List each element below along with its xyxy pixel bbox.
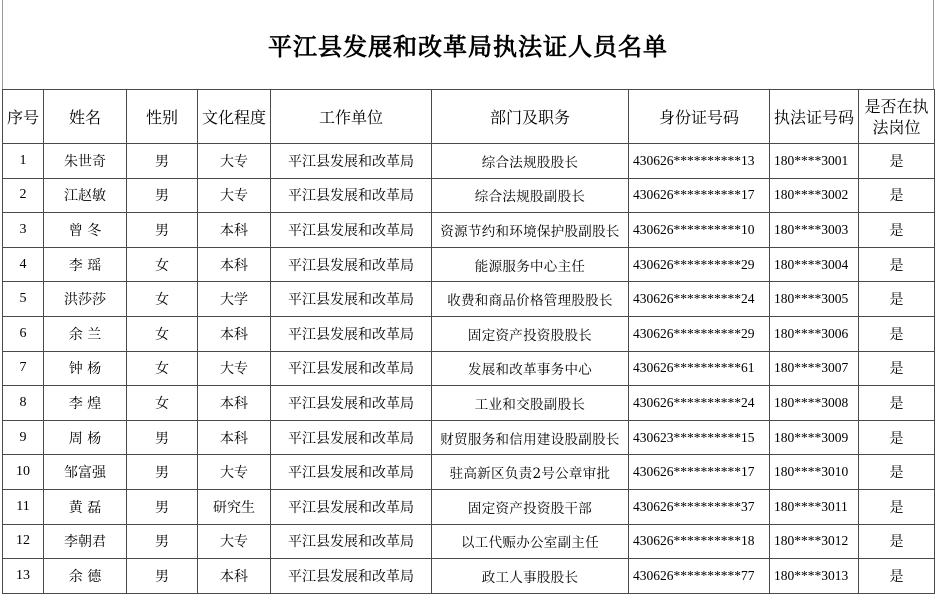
cell-name: 邹富强: [44, 455, 127, 490]
header-gender: 性别: [127, 90, 198, 144]
cell-name: 李 煌: [44, 386, 127, 421]
table-row: [3, 247, 935, 282]
cell-on-post: 是: [859, 420, 935, 455]
cell-gender: 女: [127, 351, 198, 386]
header-row: [3, 90, 935, 144]
cell-unit: 平江县发展和改革局: [271, 351, 432, 386]
cell-seq: 3: [3, 213, 44, 248]
cell-on-post: 是: [859, 489, 935, 524]
cell-seq: 1: [3, 144, 44, 179]
cell-id-number: 430626**********29: [629, 316, 770, 351]
cell-name: 李朝君: [44, 524, 127, 559]
cell-name: 黄 磊: [44, 489, 127, 524]
cell-name: 洪莎莎: [44, 282, 127, 317]
cell-education: 本科: [198, 316, 271, 351]
table-row: [3, 282, 935, 317]
cell-seq: 13: [3, 559, 44, 594]
cell-unit: 平江县发展和改革局: [271, 420, 432, 455]
cell-gender: 男: [127, 559, 198, 594]
cell-gender: 男: [127, 213, 198, 248]
cell-dept: 固定资产投资股股长: [432, 316, 629, 351]
cell-gender: 女: [127, 282, 198, 317]
cell-license-number: 180****3002: [770, 178, 859, 213]
cell-seq: 2: [3, 178, 44, 213]
header-license: 执法证号码: [770, 90, 859, 144]
cell-dept: 工业和交股副股长: [432, 386, 629, 421]
cell-unit: 平江县发展和改革局: [271, 247, 432, 282]
cell-education: 本科: [198, 213, 271, 248]
table-row: [3, 559, 935, 594]
cell-unit: 平江县发展和改革局: [271, 524, 432, 559]
title-row: [2, 0, 934, 89]
cell-license-number: 180****3006: [770, 316, 859, 351]
cell-on-post: 是: [859, 351, 935, 386]
cell-education: 本科: [198, 559, 271, 594]
cell-name: 江赵敏: [44, 178, 127, 213]
cell-dept: 资源节约和环境保护股副股长: [432, 213, 629, 248]
cell-license-number: 180****3001: [770, 144, 859, 179]
cell-unit: 平江县发展和改革局: [271, 178, 432, 213]
table-row: [3, 213, 935, 248]
cell-on-post: 是: [859, 247, 935, 282]
cell-dept: 收费和商品价格管理股股长: [432, 282, 629, 317]
cell-on-post: 是: [859, 144, 935, 179]
header-unit: 工作单位: [271, 90, 432, 144]
cell-id-number: 430626**********24: [629, 282, 770, 317]
cell-id-number: 430626**********10: [629, 213, 770, 248]
table-row: [3, 524, 935, 559]
cell-gender: 男: [127, 455, 198, 490]
cell-license-number: 180****3011: [770, 489, 859, 524]
cell-unit: 平江县发展和改革局: [271, 455, 432, 490]
cell-dept: 驻高新区负责2号公章审批: [432, 455, 629, 490]
cell-dept: 固定资产投资股干部: [432, 489, 629, 524]
cell-dept: 综合法规股副股长: [432, 178, 629, 213]
cell-dept: 能源服务中心主任: [432, 247, 629, 282]
cell-license-number: 180****3007: [770, 351, 859, 386]
cell-education: 大专: [198, 351, 271, 386]
cell-license-number: 180****3005: [770, 282, 859, 317]
table-row: [3, 144, 935, 179]
cell-on-post: 是: [859, 213, 935, 248]
cell-license-number: 180****3012: [770, 524, 859, 559]
cell-on-post: 是: [859, 316, 935, 351]
cell-id-number: 430626**********13: [629, 144, 770, 179]
cell-license-number: 180****3008: [770, 386, 859, 421]
table-row: [3, 351, 935, 386]
cell-name: 曾 冬: [44, 213, 127, 248]
cell-unit: 平江县发展和改革局: [271, 489, 432, 524]
header-education: 文化程度: [198, 90, 271, 144]
cell-gender: 男: [127, 524, 198, 559]
cell-unit: 平江县发展和改革局: [271, 559, 432, 594]
cell-id-number: 430626**********77: [629, 559, 770, 594]
cell-education: 大专: [198, 144, 271, 179]
cell-gender: 男: [127, 420, 198, 455]
table-row: [3, 420, 935, 455]
cell-license-number: 180****3009: [770, 420, 859, 455]
cell-name: 周 杨: [44, 420, 127, 455]
cell-id-number: 430626**********61: [629, 351, 770, 386]
cell-unit: 平江县发展和改革局: [271, 316, 432, 351]
cell-education: 大专: [198, 524, 271, 559]
cell-seq: 7: [3, 351, 44, 386]
page-title: 平江县发展和改革局执法证人员名单: [268, 33, 668, 61]
cell-on-post: 是: [859, 386, 935, 421]
cell-license-number: 180****3010: [770, 455, 859, 490]
cell-license-number: 180****3013: [770, 559, 859, 594]
cell-license-number: 180****3004: [770, 247, 859, 282]
cell-dept: 政工人事股股长: [432, 559, 629, 594]
header-seq: 序号: [3, 90, 44, 144]
cell-id-number: 430626**********37: [629, 489, 770, 524]
cell-on-post: 是: [859, 455, 935, 490]
cell-on-post: 是: [859, 282, 935, 317]
cell-gender: 女: [127, 247, 198, 282]
cell-education: 研究生: [198, 489, 271, 524]
table-row: [3, 316, 935, 351]
cell-education: 大专: [198, 178, 271, 213]
cell-unit: 平江县发展和改革局: [271, 282, 432, 317]
personnel-table: [2, 89, 935, 594]
cell-seq: 11: [3, 489, 44, 524]
cell-id-number: 430626**********24: [629, 386, 770, 421]
header-onpost: 是否在执法岗位: [859, 90, 935, 144]
cell-gender: 女: [127, 386, 198, 421]
cell-on-post: 是: [859, 178, 935, 213]
cell-gender: 男: [127, 178, 198, 213]
cell-seq: 12: [3, 524, 44, 559]
cell-gender: 男: [127, 489, 198, 524]
cell-name: 余 兰: [44, 316, 127, 351]
table-row: [3, 386, 935, 421]
cell-seq: 5: [3, 282, 44, 317]
cell-name: 李 瑶: [44, 247, 127, 282]
cell-education: 大专: [198, 455, 271, 490]
header-name: 姓名: [44, 90, 127, 144]
cell-education: 本科: [198, 386, 271, 421]
cell-education: 大学: [198, 282, 271, 317]
cell-gender: 女: [127, 316, 198, 351]
cell-dept: 以工代赈办公室副主任: [432, 524, 629, 559]
cell-gender: 男: [127, 144, 198, 179]
cell-dept: 综合法规股股长: [432, 144, 629, 179]
cell-seq: 8: [3, 386, 44, 421]
table-row: [3, 178, 935, 213]
cell-seq: 4: [3, 247, 44, 282]
cell-seq: 10: [3, 455, 44, 490]
cell-dept: 发展和改革事务中心: [432, 351, 629, 386]
cell-unit: 平江县发展和改革局: [271, 144, 432, 179]
header-dept: 部门及职务: [432, 90, 629, 144]
table-row: [3, 489, 935, 524]
cell-id-number: 430626**********29: [629, 247, 770, 282]
cell-seq: 9: [3, 420, 44, 455]
table-row: [3, 455, 935, 490]
cell-seq: 6: [3, 316, 44, 351]
cell-education: 本科: [198, 247, 271, 282]
cell-license-number: 180****3003: [770, 213, 859, 248]
cell-dept: 财贸服务和信用建设股副股长: [432, 420, 629, 455]
cell-unit: 平江县发展和改革局: [271, 386, 432, 421]
cell-on-post: 是: [859, 524, 935, 559]
cell-name: 朱世奇: [44, 144, 127, 179]
cell-id-number: 430626**********18: [629, 524, 770, 559]
cell-unit: 平江县发展和改革局: [271, 213, 432, 248]
table-body: [3, 144, 935, 594]
header-id: 身份证号码: [629, 90, 770, 144]
cell-id-number: 430626**********17: [629, 455, 770, 490]
cell-id-number: 430623**********15: [629, 420, 770, 455]
cell-id-number: 430626**********17: [629, 178, 770, 213]
cell-name: 钟 杨: [44, 351, 127, 386]
cell-education: 本科: [198, 420, 271, 455]
cell-name: 余 德: [44, 559, 127, 594]
cell-on-post: 是: [859, 559, 935, 594]
